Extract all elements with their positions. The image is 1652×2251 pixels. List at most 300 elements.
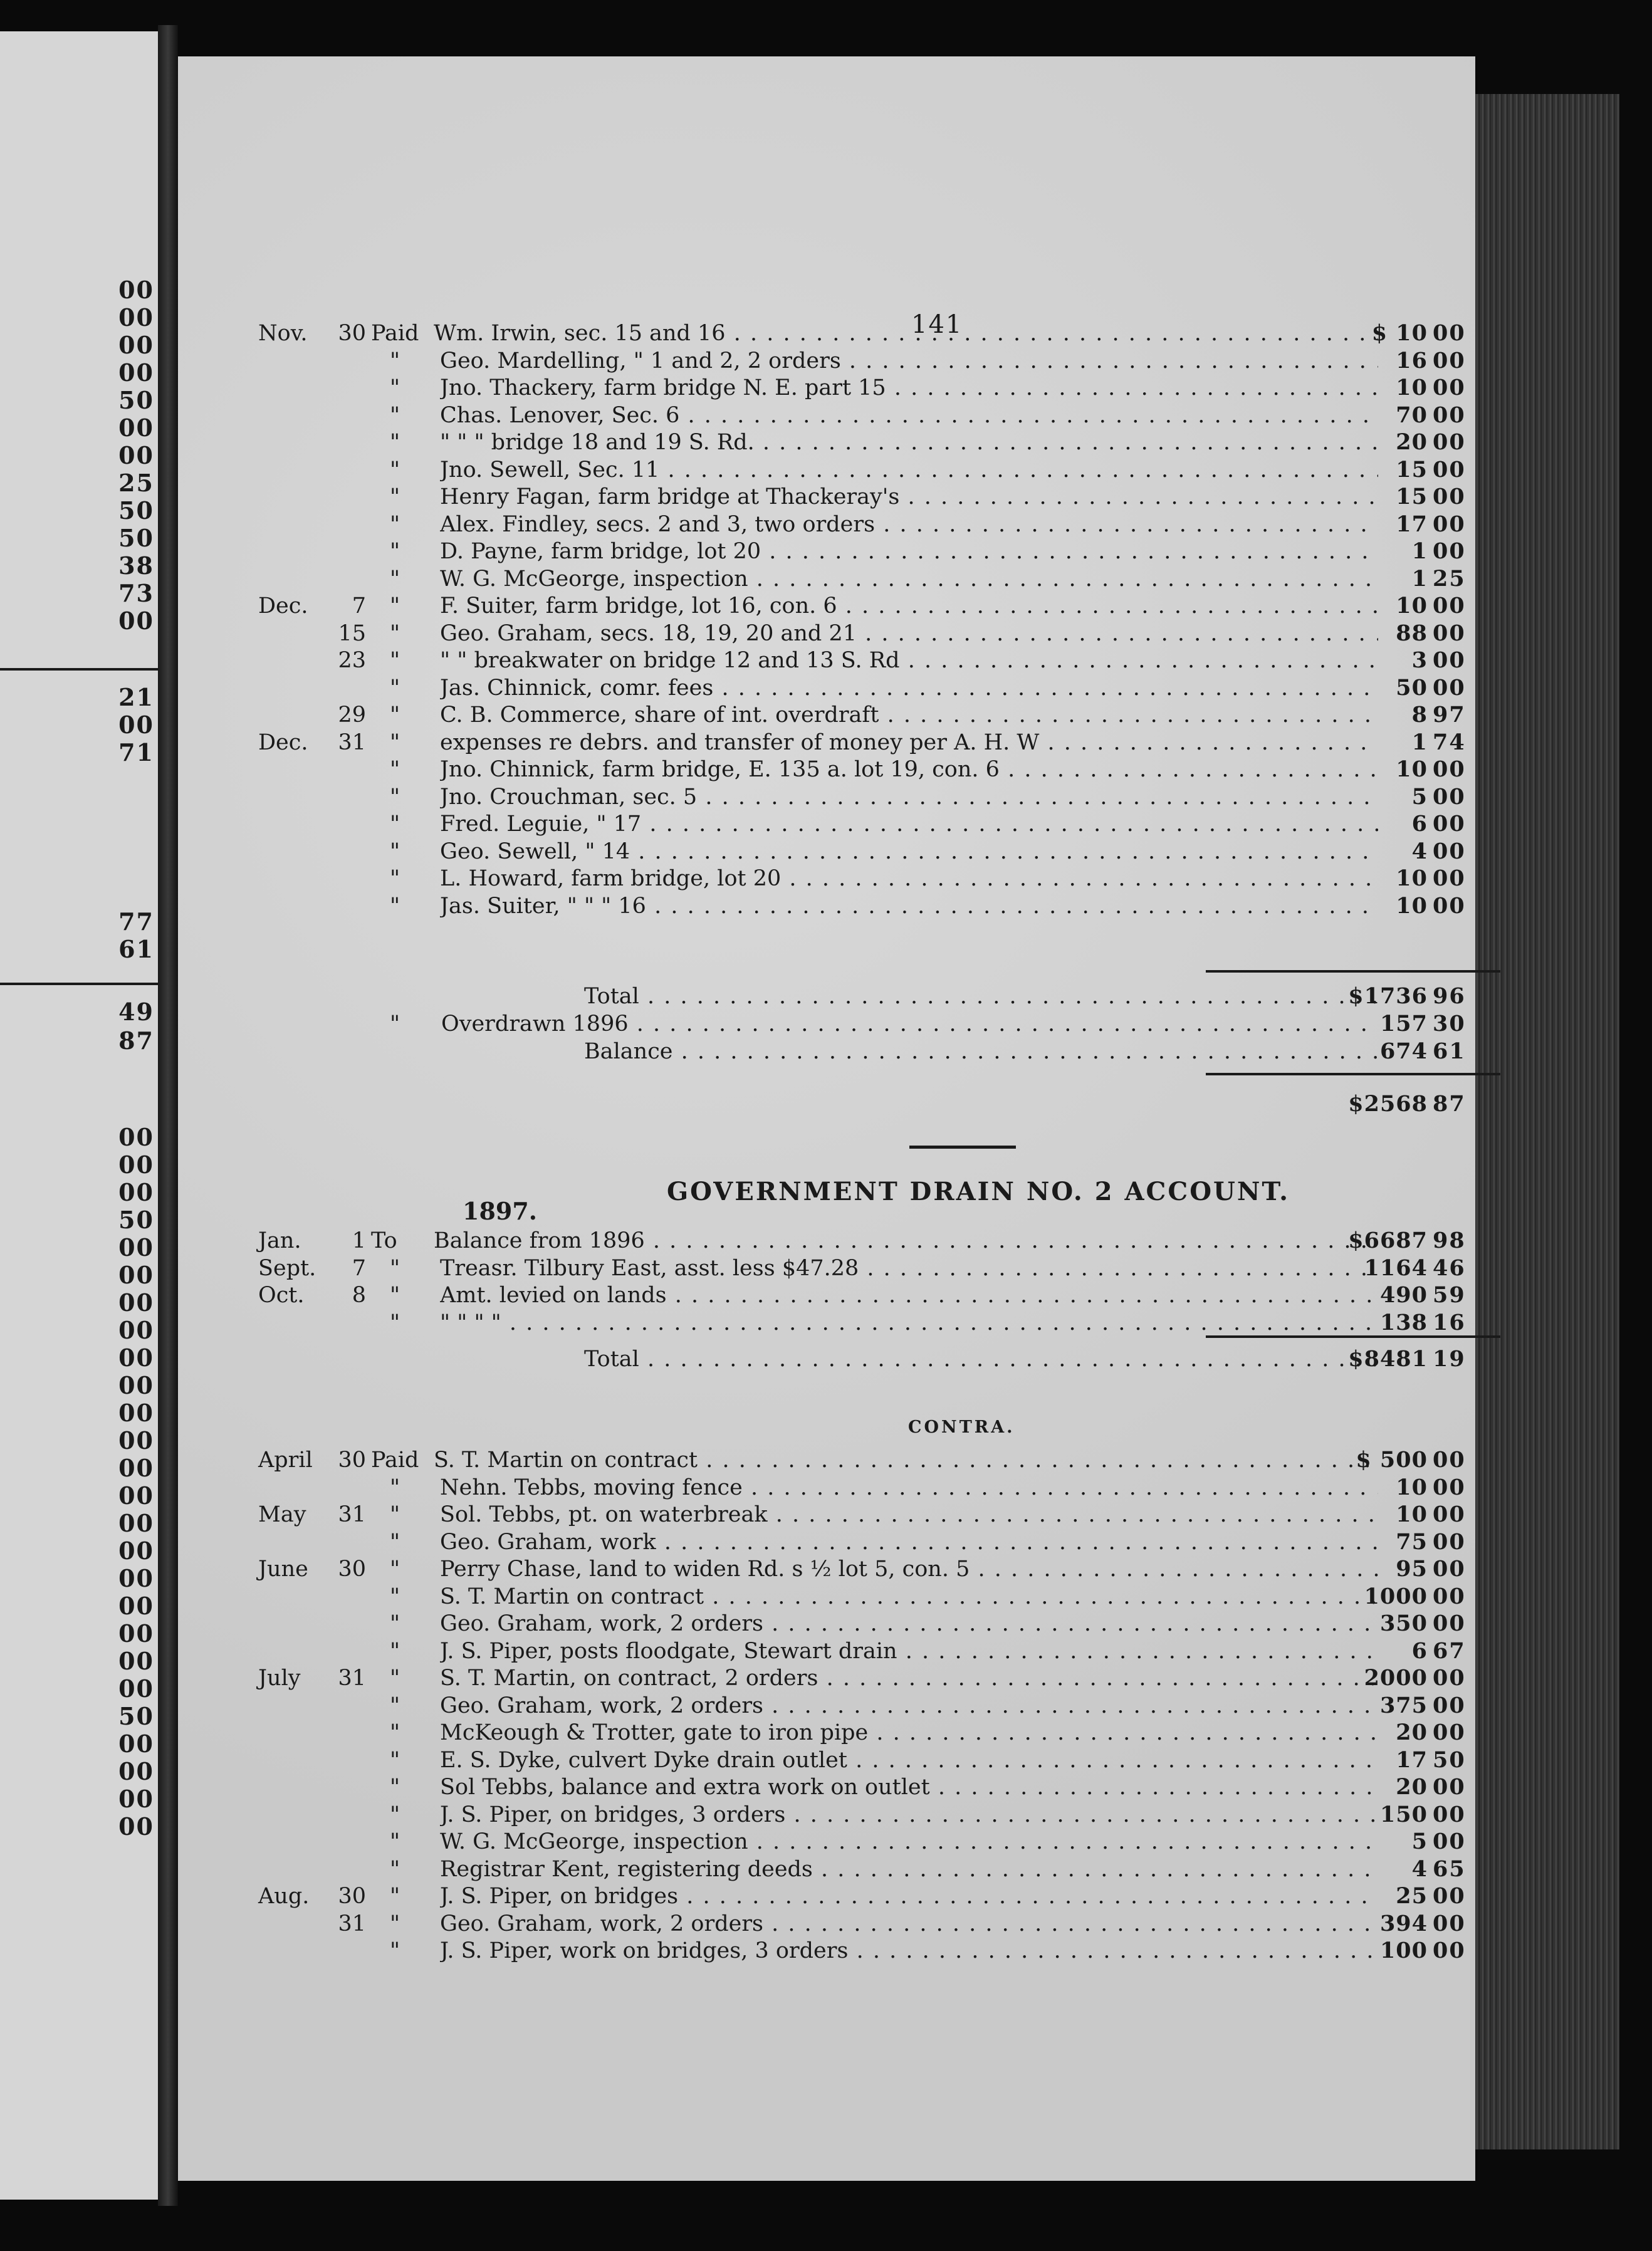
entry-dollars: 10	[1396, 375, 1428, 400]
entry-prefix: "	[390, 1584, 400, 1609]
facing-page-cents: 00	[118, 1537, 154, 1565]
entry-description: Registrar Kent, registering deeds . . .	[440, 1856, 1378, 1883]
entry-description: Jno. Sewell, Sec. 11 . . .	[440, 456, 1378, 484]
ledger-row	[178, 1282, 1475, 1309]
facing-page-cents: 00	[118, 1233, 154, 1261]
facing-page-cents: 49	[118, 998, 154, 1026]
entry-prefix: "	[390, 1283, 400, 1308]
entry-dollars: 15	[1396, 484, 1428, 509]
facing-page-cents: 00	[118, 1592, 154, 1620]
facing-page-cents: 00	[118, 1619, 154, 1648]
entry-description: Geo. Graham, work, 2 orders . . .	[440, 1910, 1378, 1938]
facing-page-cents: 38	[118, 551, 154, 580]
facing-page-cents: 00	[118, 1454, 154, 1482]
entry-cents: 00	[1433, 320, 1466, 346]
ledger-row	[178, 1719, 1475, 1747]
ledger-row	[178, 347, 1475, 375]
entry-prefix: "	[390, 1747, 400, 1773]
ledger-row	[178, 865, 1475, 892]
ledger-row	[178, 810, 1475, 838]
entry-dollars: 25	[1396, 1883, 1428, 1909]
entry-cents: 59	[1433, 1282, 1466, 1308]
total-label: Overdrawn 1896 . . .	[441, 1010, 1378, 1038]
entry-description: Nehn. Tebbs, moving fence . . .	[440, 1474, 1378, 1502]
entry-description: J. S. Piper, work on bridges, 3 orders . . .	[440, 1937, 1378, 1965]
entry-prefix: "	[390, 757, 400, 782]
entry-description: " " " " . . .	[440, 1309, 1378, 1337]
entry-prefix: "	[390, 1611, 400, 1636]
entry-description: S. T. Martin, on contract, 2 orders . . .	[440, 1664, 1378, 1692]
entry-day: 8	[352, 1283, 366, 1308]
entry-prefix: "	[390, 1638, 400, 1664]
entry-description: C. B. Commerce, share of int. overdraft . . .	[440, 701, 1378, 729]
entry-description: Amt. levied on lands . . .	[440, 1282, 1378, 1309]
entry-prefix: Paid	[371, 1448, 419, 1473]
ledger-row	[178, 1255, 1475, 1282]
entry-dollars: 10	[1396, 593, 1428, 619]
entry-dollars: 16	[1396, 347, 1428, 373]
total-cents: 87	[1433, 1091, 1466, 1117]
entry-description: Geo. Sewell, " 14 . . .	[440, 838, 1378, 865]
entry-cents: 97	[1433, 702, 1466, 728]
ledger-row	[178, 1664, 1475, 1692]
facing-page-cents: 00	[118, 1344, 154, 1372]
entry-description: Geo. Mardelling, " 1 and 2, 2 orders . . .	[440, 347, 1378, 375]
entry-description: Jno. Thackery, farm bridge N. E. part 15 . . .	[440, 374, 1378, 402]
entry-description: Treasr. Tilbury East, asst. less $47.28 . . .	[440, 1255, 1378, 1282]
entry-cents: 74	[1433, 729, 1466, 755]
facing-page-cents: 00	[118, 1785, 154, 1813]
entry-dollars: 10	[1396, 865, 1428, 891]
entry-dollars: 20	[1396, 1774, 1428, 1800]
entry-cents: 00	[1433, 811, 1466, 837]
entry-cents: 00	[1433, 865, 1466, 891]
entry-month: Sept.	[258, 1255, 316, 1281]
entry-cents: 00	[1433, 429, 1466, 455]
ledger-row	[178, 402, 1475, 429]
total-row	[178, 1010, 1475, 1038]
entry-cents: 00	[1433, 1774, 1466, 1800]
section-divider	[909, 1146, 1016, 1149]
entry-dollars: 10	[1396, 756, 1428, 782]
ledger-row	[178, 1910, 1475, 1938]
entry-dollars: 150	[1379, 1801, 1428, 1827]
facing-page-cents: 00	[118, 1481, 154, 1510]
entry-cents: 00	[1433, 511, 1466, 537]
facing-page-cents: 00	[118, 1757, 154, 1785]
entry-cents: 00	[1433, 1829, 1466, 1854]
entry-day: 23	[338, 648, 366, 673]
entry-description: J. S. Piper, on bridges, 3 orders . . .	[440, 1801, 1378, 1829]
ledger-row	[178, 1692, 1475, 1720]
ledger-row	[178, 1474, 1475, 1502]
entry-day: 30	[338, 321, 366, 346]
entry-description: Fred. Leguie, " 17 . . .	[440, 810, 1378, 838]
book-gutter	[158, 25, 178, 2206]
entry-prefix: To	[371, 1228, 397, 1253]
entry-prefix: "	[390, 539, 400, 564]
ledger-row	[178, 1856, 1475, 1883]
entry-cents: 00	[1433, 1611, 1466, 1636]
page-edges	[1475, 94, 1619, 2149]
facing-page-cents: 00	[118, 1261, 154, 1289]
ledger-row	[178, 1773, 1475, 1801]
entry-dollars: 20	[1396, 429, 1428, 455]
entry-day: 31	[338, 729, 366, 755]
ledger-row	[178, 1528, 1475, 1556]
entry-cents: 00	[1433, 375, 1466, 400]
entry-dollars: $ 10	[1371, 320, 1428, 346]
entry-prefix: "	[390, 1911, 400, 1936]
ledger-row	[178, 647, 1475, 674]
entry-cents: 00	[1433, 538, 1466, 564]
entry-cents: 65	[1433, 1856, 1466, 1882]
section-title: GOVERNMENT DRAIN NO. 2 ACCOUNT.	[667, 1177, 1290, 1206]
facing-page-cents: 00	[118, 303, 154, 332]
ledger-row	[178, 456, 1475, 484]
facing-page-cents: 00	[118, 1316, 154, 1344]
entry-description: J. S. Piper, posts floodgate, Stewart drain . . .	[440, 1637, 1378, 1665]
entry-dollars: 70	[1396, 402, 1428, 428]
ledger-page	[178, 56, 1475, 2181]
entry-dollars: 6	[1411, 811, 1428, 837]
total-cents: 61	[1433, 1038, 1466, 1064]
ledger-row	[178, 1583, 1475, 1611]
ledger-row	[178, 374, 1475, 402]
entry-dollars: 350	[1379, 1611, 1428, 1636]
total-label: Total . . .	[584, 1345, 1378, 1373]
entry-dollars: 1000	[1364, 1583, 1428, 1609]
entry-dollars: $ 500	[1356, 1447, 1428, 1473]
facing-page-cents: 87	[118, 1026, 154, 1055]
entry-month: Nov.	[258, 321, 308, 346]
entry-prefix: "	[390, 1529, 400, 1555]
facing-page-cents: 50	[118, 524, 154, 552]
ledger-row	[178, 592, 1475, 620]
entry-prefix: "	[390, 1775, 400, 1800]
entry-cents: 00	[1433, 593, 1466, 619]
entry-dollars: 5	[1411, 783, 1428, 810]
entry-cents: 00	[1433, 1556, 1466, 1582]
entry-day: 7	[352, 593, 366, 619]
ledger-row	[178, 1637, 1475, 1665]
entry-dollars: 10	[1396, 1502, 1428, 1527]
total-dollars: 674	[1379, 1038, 1428, 1064]
entry-prefix: "	[390, 838, 400, 864]
left-page-margin	[0, 31, 158, 2200]
entry-dollars: 100	[1379, 1938, 1428, 1963]
ledger-row	[178, 783, 1475, 811]
entry-cents: 98	[1433, 1228, 1466, 1253]
entry-day: 7	[352, 1255, 366, 1281]
ledger-row	[178, 483, 1475, 511]
ledger-row	[178, 1828, 1475, 1856]
ledger-row	[178, 1309, 1475, 1337]
entry-prefix: "	[390, 1693, 400, 1718]
ledger-row	[178, 1610, 1475, 1637]
entry-description: D. Payne, farm bridge, lot 20 . . .	[440, 538, 1378, 565]
entry-day: 15	[338, 620, 366, 646]
facing-page-cents: 00	[118, 1509, 154, 1537]
entry-dollars: 75	[1396, 1528, 1428, 1555]
entry-dollars: 4	[1411, 838, 1428, 864]
entry-description: Chas. Lenover, Sec. 6 . . .	[440, 402, 1378, 429]
entry-description: F. Suiter, farm bridge, lot 16, con. 6 . . .	[440, 592, 1378, 620]
facing-page-cents: 25	[118, 469, 154, 497]
ledger-row	[178, 674, 1475, 702]
entry-prefix: "	[390, 1557, 400, 1582]
entry-dollars: 17	[1396, 511, 1428, 537]
total-row	[178, 983, 1475, 1010]
entry-description: Perry Chase, land to widen Rd. s ½ lot 5, con. 5 . . .	[440, 1555, 1378, 1583]
entry-description: " " breakwater on bridge 12 and 13 S. Rd . . .	[440, 647, 1378, 674]
entry-day: 31	[338, 1666, 366, 1691]
entry-description: Jno. Crouchman, sec. 5 . . .	[440, 783, 1378, 811]
facing-page-cents: 50	[118, 496, 154, 525]
entry-prefix: "	[390, 893, 400, 919]
entry-cents: 25	[1433, 565, 1466, 592]
entry-description: Balance from 1896 . . .	[434, 1227, 1378, 1255]
entry-cents: 00	[1433, 838, 1466, 864]
facing-page-cents: 77	[118, 907, 154, 936]
ledger-row	[178, 1501, 1475, 1528]
entry-description: Sol. Tebbs, pt. on waterbreak . . .	[440, 1501, 1378, 1528]
entry-dollars: 88	[1396, 620, 1428, 646]
total-dollars: $2568	[1348, 1091, 1428, 1117]
entry-prefix: "	[390, 702, 400, 728]
entry-description: Geo. Graham, work, 2 orders . . .	[440, 1610, 1378, 1637]
entry-cents: 00	[1433, 484, 1466, 509]
entry-prefix: "	[390, 1938, 400, 1963]
total-cents: 96	[1433, 983, 1466, 1009]
entry-day: 31	[338, 1911, 366, 1936]
entry-cents: 00	[1433, 1692, 1466, 1718]
entry-description: W. G. McGeorge, inspection . . .	[440, 1828, 1378, 1856]
entry-day: 30	[338, 1448, 366, 1473]
total-dollars: $8481	[1348, 1346, 1428, 1372]
entry-prefix: "	[390, 1011, 400, 1037]
total-row	[178, 1090, 1475, 1118]
entry-cents: 00	[1433, 1910, 1466, 1936]
entry-description: W. G. McGeorge, inspection . . .	[440, 565, 1378, 593]
facing-page-cents: 00	[118, 1178, 154, 1206]
entry-prefix: "	[390, 866, 400, 891]
entry-dollars: 20	[1396, 1720, 1428, 1745]
entry-dollars: 10	[1396, 1474, 1428, 1500]
entry-prefix: "	[390, 430, 400, 455]
ledger-row	[178, 701, 1475, 729]
entry-dollars: 95	[1396, 1556, 1428, 1582]
entry-dollars: 5	[1411, 1829, 1428, 1854]
entry-cents: 00	[1433, 1801, 1466, 1827]
entry-prefix: "	[390, 484, 400, 509]
entry-dollars: 1	[1411, 565, 1428, 592]
entry-prefix: "	[390, 729, 400, 755]
entry-dollars: 2000	[1364, 1665, 1428, 1691]
total-rule	[1206, 970, 1500, 973]
facing-page-cents: 21	[118, 683, 154, 711]
entry-prefix: "	[390, 1856, 400, 1882]
entry-month: May	[258, 1502, 306, 1527]
entry-description: Geo. Graham, work, 2 orders . . .	[440, 1692, 1378, 1720]
entry-prefix: "	[390, 1802, 400, 1827]
entry-prefix: "	[390, 593, 400, 619]
total-dollars: 157	[1379, 1011, 1428, 1037]
ledger-row	[178, 1801, 1475, 1829]
entry-cents: 67	[1433, 1637, 1466, 1664]
entry-description: E. S. Dyke, culvert Dyke drain outlet . . .	[440, 1747, 1378, 1774]
entry-cents: 00	[1433, 456, 1466, 483]
facing-page-cents: 00	[118, 1674, 154, 1703]
entry-cents: 00	[1433, 402, 1466, 428]
entry-description: J. S. Piper, on bridges . . .	[440, 1883, 1378, 1910]
entry-description: Sol Tebbs, balance and extra work on outlet . . .	[440, 1773, 1378, 1801]
facing-page-cents: 00	[118, 331, 154, 359]
facing-page-cents: 00	[118, 1730, 154, 1758]
entry-prefix: "	[390, 812, 400, 837]
facing-page-cents: 50	[118, 1206, 154, 1234]
entry-description: Geo. Graham, work . . .	[440, 1528, 1378, 1556]
entry-dollars: 10	[1396, 892, 1428, 919]
entry-dollars: 394	[1379, 1910, 1428, 1936]
facing-page-cents: 00	[118, 358, 154, 387]
entry-prefix: Paid	[371, 321, 419, 346]
entry-prefix: "	[390, 566, 400, 592]
contra-label: CONTRA.	[908, 1418, 1015, 1437]
entry-prefix: "	[390, 675, 400, 701]
entry-dollars: 1	[1411, 729, 1428, 755]
entry-cents: 00	[1433, 1665, 1466, 1691]
facing-page-cents: 71	[118, 738, 154, 766]
entry-cents: 00	[1433, 620, 1466, 646]
entry-prefix: "	[390, 1666, 400, 1691]
total-label: Total . . .	[584, 983, 1378, 1010]
total-rule	[1206, 1073, 1500, 1075]
ledger-row	[178, 511, 1475, 538]
entry-day: 31	[338, 1502, 366, 1527]
entry-dollars: 6	[1411, 1637, 1428, 1664]
ledger-row	[178, 1883, 1475, 1910]
facing-page-cents: 00	[118, 1426, 154, 1455]
entry-cents: 16	[1433, 1309, 1466, 1335]
entry-prefix: "	[390, 784, 400, 810]
entry-description: expenses re debrs. and transfer of money per A. H. W . . .	[440, 729, 1378, 756]
entry-prefix: "	[390, 457, 400, 483]
entry-month: June	[258, 1557, 308, 1582]
entry-cents: 00	[1433, 647, 1466, 673]
entry-description: Alex. Findley, secs. 2 and 3, two orders . . .	[440, 511, 1378, 538]
entry-prefix: "	[390, 620, 400, 646]
entry-month: Dec.	[258, 729, 308, 755]
entry-day: 29	[338, 702, 366, 728]
ledger-row	[178, 565, 1475, 593]
entry-cents: 00	[1433, 674, 1466, 701]
entry-month: Aug.	[258, 1884, 310, 1909]
account-year: 1897.	[463, 1197, 537, 1225]
entry-description: McKeough & Trotter, gate to iron pipe . . .	[440, 1719, 1378, 1747]
entry-cents: 00	[1433, 1474, 1466, 1500]
entry-dollars: 490	[1379, 1282, 1428, 1308]
ledger-row	[178, 892, 1475, 920]
facing-page-cents: 00	[118, 414, 154, 442]
entry-cents: 00	[1433, 756, 1466, 782]
total-cents: 30	[1433, 1011, 1466, 1037]
entry-dollars: 8	[1411, 702, 1428, 728]
facing-page-rule	[0, 668, 158, 671]
entry-prefix: "	[390, 402, 400, 428]
entry-description: Jas. Chinnick, comr. fees . . .	[440, 674, 1378, 702]
entry-description: L. Howard, farm bridge, lot 20 . . .	[440, 865, 1378, 892]
entry-dollars: 1164	[1364, 1255, 1428, 1281]
entry-month: Dec.	[258, 593, 308, 619]
page-number: 141	[911, 310, 963, 339]
ledger-row	[178, 1937, 1475, 1965]
entry-prefix: "	[390, 1829, 400, 1854]
entry-prefix: "	[390, 648, 400, 673]
entry-prefix: "	[390, 375, 400, 400]
entry-description: Henry Fagan, farm bridge at Thackeray's . . .	[440, 483, 1378, 511]
facing-page-cents: 61	[118, 935, 154, 963]
entry-cents: 00	[1433, 892, 1466, 919]
ledger-row	[178, 1446, 1475, 1474]
total-cents: 19	[1433, 1346, 1466, 1372]
entry-cents: 50	[1433, 1747, 1466, 1773]
total-label: Balance . . .	[584, 1038, 1378, 1065]
entry-description: " " " bridge 18 and 19 S. Rd. . . .	[440, 429, 1378, 456]
entry-description: Jas. Suiter, " " " 16 . . .	[440, 892, 1378, 920]
ledger-row	[178, 1555, 1475, 1583]
facing-page-cents: 00	[118, 607, 154, 635]
facing-page-cents: 00	[118, 1151, 154, 1179]
entry-description: Wm. Irwin, sec. 15 and 16 . . .	[434, 320, 1378, 347]
facing-page-cents: 00	[118, 1371, 154, 1399]
total-dollars: $1736	[1348, 983, 1428, 1009]
entry-prefix: "	[390, 1310, 400, 1335]
total-row	[178, 1345, 1475, 1373]
entry-prefix: "	[390, 1475, 400, 1500]
entry-cents: 00	[1433, 1720, 1466, 1745]
total-row	[178, 1038, 1475, 1065]
ledger-row	[178, 1747, 1475, 1774]
ledger-row	[178, 538, 1475, 565]
entry-dollars: 3	[1411, 647, 1428, 673]
facing-page-cents: 00	[118, 1399, 154, 1427]
entry-month: July	[258, 1666, 301, 1691]
entry-description: S. T. Martin on contract . . .	[434, 1446, 1378, 1474]
facing-page-cents: 00	[118, 711, 154, 739]
facing-page-cents: 50	[118, 386, 154, 414]
entry-cents: 00	[1433, 1528, 1466, 1555]
ledger-row	[178, 320, 1475, 347]
entry-description: Geo. Graham, secs. 18, 19, 20 and 21 . . .	[440, 620, 1378, 647]
entry-prefix: "	[390, 1502, 400, 1527]
entry-dollars: 17	[1396, 1747, 1428, 1773]
entry-month: Jan.	[258, 1228, 301, 1253]
entry-prefix: "	[390, 1720, 400, 1745]
ledger-row	[178, 429, 1475, 456]
ledger-row	[178, 756, 1475, 783]
entry-day: 1	[352, 1228, 366, 1253]
entry-dollars: 375	[1379, 1692, 1428, 1718]
entry-month: Oct.	[258, 1283, 305, 1308]
entry-day: 30	[338, 1557, 366, 1582]
ledger-row	[178, 838, 1475, 865]
entry-prefix: "	[390, 511, 400, 537]
entry-dollars: $6687	[1348, 1228, 1428, 1253]
facing-page-cents: 00	[118, 1288, 154, 1317]
total-rule	[1206, 1335, 1500, 1338]
facing-page-cents: 00	[118, 1123, 154, 1151]
